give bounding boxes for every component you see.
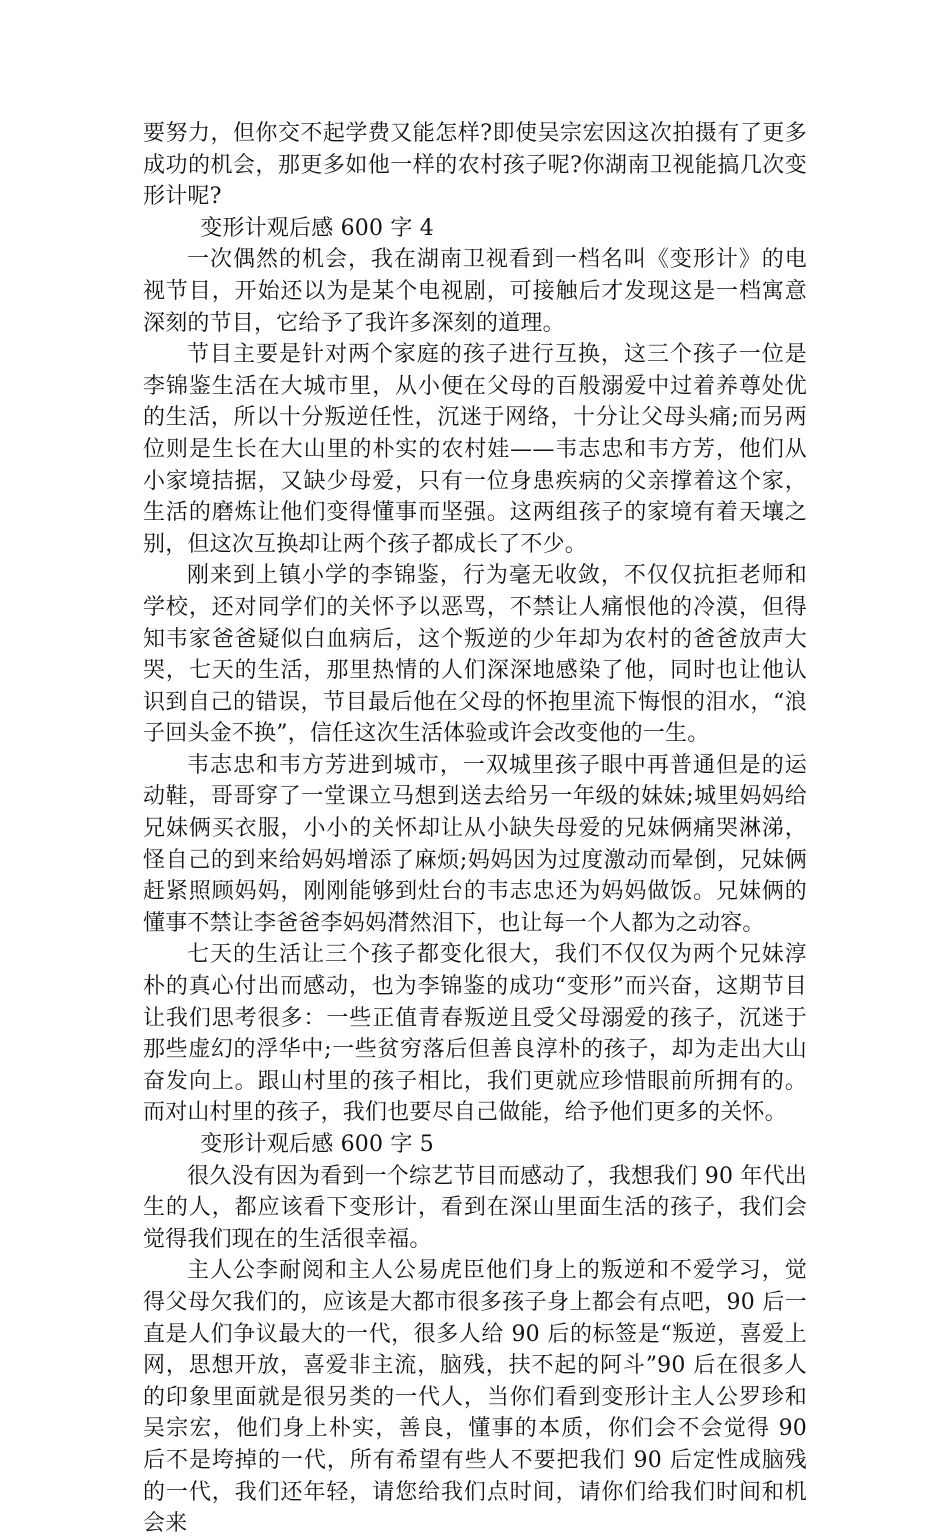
continuation-paragraph: 要努力，但你交不起学费又能怎样?即使吴宗宏因这次拍摄有了更多成功的机会，那更多如他一样的农村孩子呢?你湖南卫视能搞几次变形计呢?: [143, 121, 807, 210]
section-heading-5: 变形计观后感 600 字 5: [200, 1132, 434, 1157]
document-body: [143, 118, 807, 1540]
body-paragraph: 节目主要是针对两个家庭的孩子进行互换，这三个孩子一位是李锦鉴生活在大城市里，从小便在父母的百般溺爱中过着养尊处优的生活，所以十分叛逆任性，沉迷于网络，十分让父母头痛;而另两位则是生长在大山里的朴实的农村娃——韦志忠和韦方芳，他们从小家境拮据，又缺少母爱，只有一位身患疾病的父亲撑着这个家，生活的磨炼让他们变得懂事而坚强。这两组孩子的家境有着天壤之别，但这次互换却让两个孩子都成长了不少。: [143, 342, 807, 557]
section-heading-4: 变形计观后感 600 字 4: [200, 215, 434, 241]
body-paragraph: 很久没有因为看到一个综艺节目而感动了，我想我们 90 年代出生的人，都应该看下变形计，看到在深山里面生活的孩子，我们会觉得我们现在的生活很幸福。: [143, 1163, 807, 1252]
body-paragraph: 刚来到上镇小学的李锦鉴，行为毫无收敛，不仅仅抗拒老师和学校，还对同学们的关怀予以恶骂，不禁让人痛恨他的冷漠，但得知韦家爸爸疑似白血病后，这个叛逆的少年却为农村的爸爸放声大哭，七天的生活，那里热情的人们深深地感染了他，同时也让他认识到自己的错误，节目最后他在父母的怀抱里流下悔恨的泪水，“浪子回头金不换”，信任这次生活体验或许会改变他的一生。: [143, 563, 807, 747]
body-paragraph: 主人公李耐阅和主人公易虎臣他们身上的叛逆和不爱学习，觉得父母欠我们的，应该是大都市很多孩子身上都会有点吧，90 后一直是人们争议最大的一代，很多人给 90 后的标签是“叛逆，喜爱上网，思想开放，喜爱非主流，脑残，扶不起的阿斗”90 后在很多人的印象里面就是很另类的一代人，当你们看到变形计主人公罗珍和吴宗宏，他们身上朴实，善良，懂事的本质，你们会不会觉得 90 后不是垮掉的一代，所有希望有些人不要把我们 90 后定性成脑残的一代，我们还年轻，请您给我们点时间，请你们给我们时间和机会来: [143, 1258, 807, 1537]
body-paragraph: 一次偶然的机会，我在湖南卫视看到一档名叫《变形计》的电视节目，开始还以为是某个电视剧，可接触后才发现这是一档寓意深刻的节目，它给予了我许多深刻的道理。: [143, 247, 807, 336]
body-paragraph: 韦志忠和韦方芳进到城市，一双城里孩子眼中再普通但是的运动鞋，哥哥穿了一堂课立马想到送去给另一年级的妹妹;城里妈妈给兄妹俩买衣服，小小的关怀却让从小缺失母爱的兄妹俩痛哭淋涕，怪自己的到来给妈妈增添了麻烦;妈妈因为过度激动而晕倒，兄妹俩赶紧照顾妈妈，刚刚能够到灶台的韦志忠还为妈妈做饭。兄妹俩的懂事不禁让李爸爸李妈妈潸然泪下，也让每一个人都为之动容。: [143, 752, 807, 936]
body-paragraph: 七天的生活让三个孩子都变化很大，我们不仅仅为两个兄妹淳朴的真心付出而感动，也为李锦鉴的成功“变形”而兴奋，这期节目让我们思考很多：一些正值青春叛逆且受父母溺爱的孩子，沉迷于那些虚幻的浮华中;一些贫穷落后但善良淳朴的孩子，却为走出大山奋发向上。跟山村里的孩子相比，我们更就应珍惜眼前所拥有的。而对山村里的孩子，我们也要尽自己做能，给予他们更多的关怀。: [143, 942, 807, 1126]
